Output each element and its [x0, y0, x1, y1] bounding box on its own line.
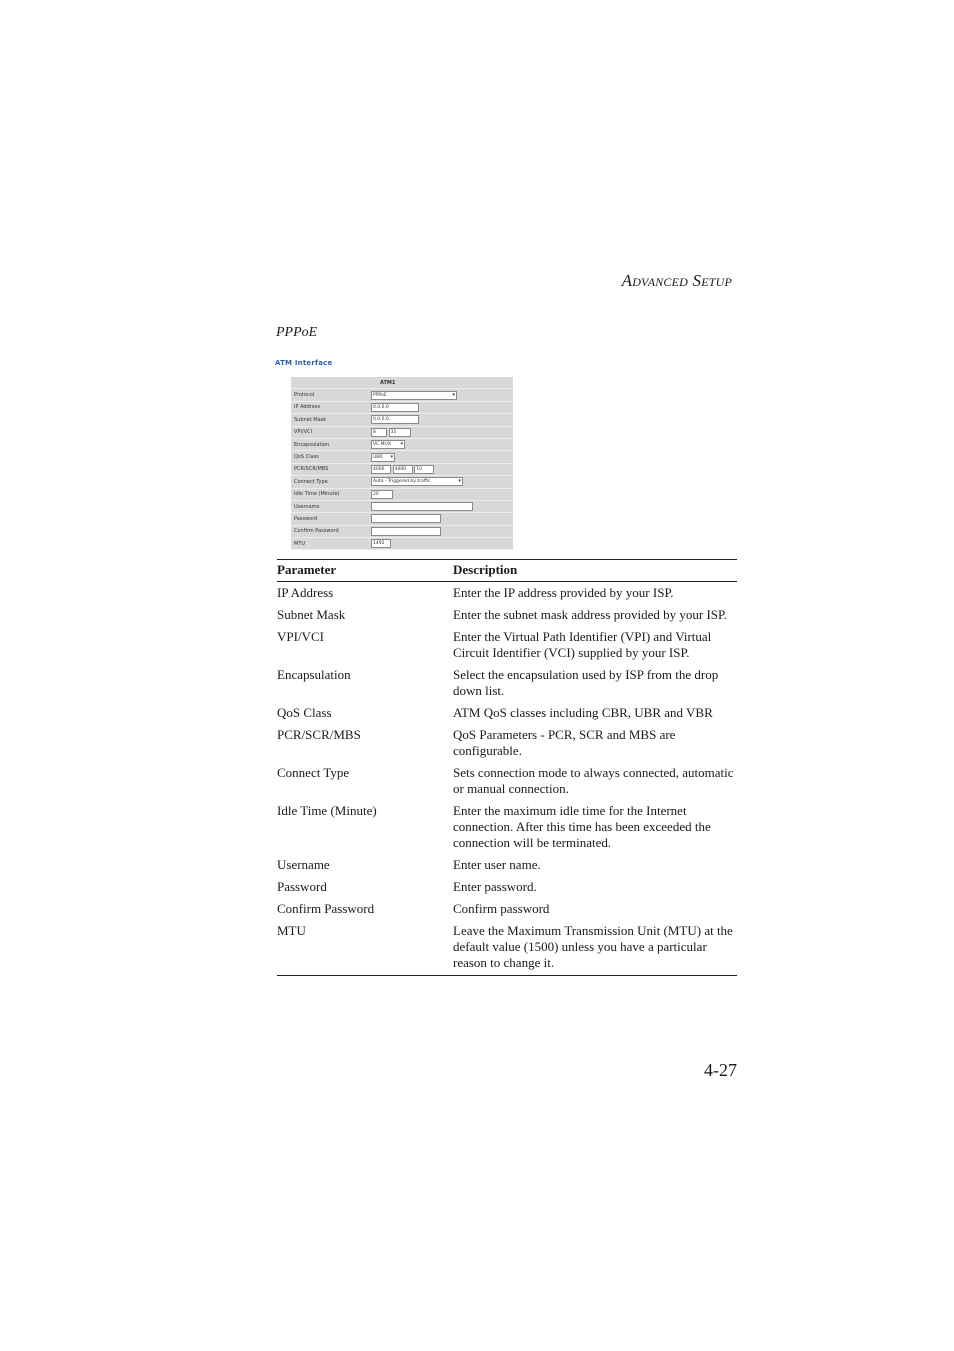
- atm1-column-header: ATM1: [368, 377, 513, 389]
- screenshot-row: [291, 426, 513, 438]
- desc-cell: Enter password.: [453, 879, 537, 894]
- pcr-scr-mbs-label: PCR/SCR/MBS: [291, 463, 368, 475]
- table-row: [277, 762, 737, 800]
- param-cell: MTU: [277, 920, 453, 976]
- desc-cell: Enter the IP address provided by your ISP.: [453, 585, 674, 600]
- atm-interface-screenshot: [291, 377, 513, 550]
- parameter-table: [277, 559, 737, 976]
- subnet-mask-label: Subnet Mask: [291, 414, 368, 426]
- desc-cell: ATM QoS classes including CBR, UBR and VBR: [453, 705, 713, 720]
- screenshot-row: [291, 401, 513, 413]
- screenshot-row: [291, 500, 513, 512]
- section-subtitle: PPPoE: [276, 325, 318, 340]
- screenshot-header-row: [291, 377, 513, 389]
- header-initial-s: S: [692, 271, 702, 290]
- param-cell: Confirm Password: [277, 901, 375, 916]
- description-column-header: Description: [453, 560, 737, 582]
- table-row: [277, 724, 737, 762]
- password-input[interactable]: [371, 514, 441, 523]
- param-cell: Subnet Mask: [277, 607, 346, 622]
- header-rest-2: ETUP: [701, 275, 732, 289]
- header-initial-a: A: [621, 271, 633, 290]
- desc-cell: Leave the Maximum Transmission Unit (MTU) at the default value (1500) unless you have a particular reason to change it.: [453, 920, 737, 976]
- qos-class-label: QoS Class: [291, 451, 368, 463]
- screenshot-row: [291, 513, 513, 525]
- connect-type-select[interactable]: Auto - Triggered by traffic ▾: [371, 477, 463, 486]
- table-row: [277, 604, 737, 626]
- vpi-vci-label: VPI/VCI: [291, 426, 368, 438]
- param-cell: Password: [277, 879, 327, 894]
- param-cell: VPI/VCI: [277, 629, 324, 644]
- confirm-password-label: Confirm Password: [291, 525, 368, 537]
- table-row: [277, 626, 737, 664]
- table-row: [277, 876, 737, 898]
- header-rest-1: DVANCED: [632, 275, 689, 289]
- username-input[interactable]: [371, 502, 473, 511]
- password-label: Password: [291, 513, 368, 525]
- desc-cell: QoS Parameters - PCR, SCR and MBS are configurable.: [453, 727, 676, 758]
- connect-type-label: Connect Type: [291, 476, 368, 488]
- desc-cell: Select the encapsulation used by ISP from the drop down list.: [453, 667, 719, 698]
- param-cell: Connect Type: [277, 765, 350, 780]
- param-cell: QoS Class: [277, 705, 332, 720]
- screenshot-row: [291, 476, 513, 488]
- protocol-label: Protocol: [291, 389, 368, 401]
- desc-cell: Enter the maximum idle time for the Internet connection. After this time has been exceeded the connection will be terminated.: [453, 803, 711, 850]
- atm-interface-title: ATM Interface: [275, 359, 333, 367]
- pcr-input[interactable]: 4000: [371, 465, 391, 474]
- table-row: [277, 664, 737, 702]
- parameter-column-header: Parameter: [277, 560, 453, 582]
- table-row: [277, 702, 737, 724]
- running-header: [622, 271, 732, 291]
- encapsulation-select[interactable]: VC MUX ▾: [371, 440, 405, 449]
- mtu-input[interactable]: 1492: [371, 539, 391, 548]
- qos-class-select[interactable]: UBR ▾: [371, 453, 395, 462]
- table-header-row: [277, 560, 737, 582]
- vpi-input[interactable]: 8: [371, 428, 387, 437]
- ip-address-input[interactable]: 0.0.0.0: [371, 403, 419, 412]
- ip-address-label: IP Address: [291, 401, 368, 413]
- mbs-input[interactable]: 10: [414, 465, 434, 474]
- screenshot-row: [291, 451, 513, 463]
- username-label: Username: [291, 500, 368, 512]
- table-row: [277, 920, 737, 976]
- screenshot-row: [291, 414, 513, 426]
- table-row: [277, 854, 737, 876]
- desc-cell: Enter the subnet mask address provided by your ISP.: [453, 607, 728, 622]
- mtu-label: MTU: [291, 538, 368, 550]
- confirm-password-input[interactable]: [371, 527, 441, 536]
- desc-cell: Confirm password: [453, 901, 550, 916]
- screenshot-row: [291, 463, 513, 475]
- encapsulation-label: Encapsulation: [291, 438, 368, 450]
- param-cell: Username: [277, 857, 330, 872]
- table-row: [277, 582, 737, 605]
- screenshot-row: [291, 538, 513, 550]
- screenshot-row: [291, 438, 513, 450]
- scr-input[interactable]: 4000: [393, 465, 413, 474]
- desc-cell: Enter the Virtual Path Identifier (VPI) and Virtual Circuit Identifier (VCI) supplied by your ISP.: [453, 629, 712, 660]
- protocol-select[interactable]: PPPoE ▾: [371, 391, 457, 400]
- table-row: [277, 898, 737, 920]
- param-cell: Encapsulation: [277, 667, 351, 682]
- idle-time-label: Idle Time (Minute): [291, 488, 368, 500]
- vci-input[interactable]: 35: [389, 428, 411, 437]
- desc-cell: Enter user name.: [453, 857, 541, 872]
- param-cell: IP Address: [277, 585, 334, 600]
- screenshot-row: [291, 488, 513, 500]
- screenshot-row: [291, 389, 513, 401]
- page-number: 4-27: [704, 1060, 737, 1080]
- param-cell: PCR/SCR/MBS: [277, 727, 361, 742]
- subnet-mask-input[interactable]: 0.0.0.0: [371, 415, 419, 424]
- screenshot-row: [291, 525, 513, 537]
- param-cell: Idle Time (Minute): [277, 803, 377, 818]
- idle-time-input[interactable]: 20: [371, 490, 393, 499]
- desc-cell: Sets connection mode to always connected, automatic or manual connection.: [453, 765, 734, 796]
- table-row: [277, 800, 737, 854]
